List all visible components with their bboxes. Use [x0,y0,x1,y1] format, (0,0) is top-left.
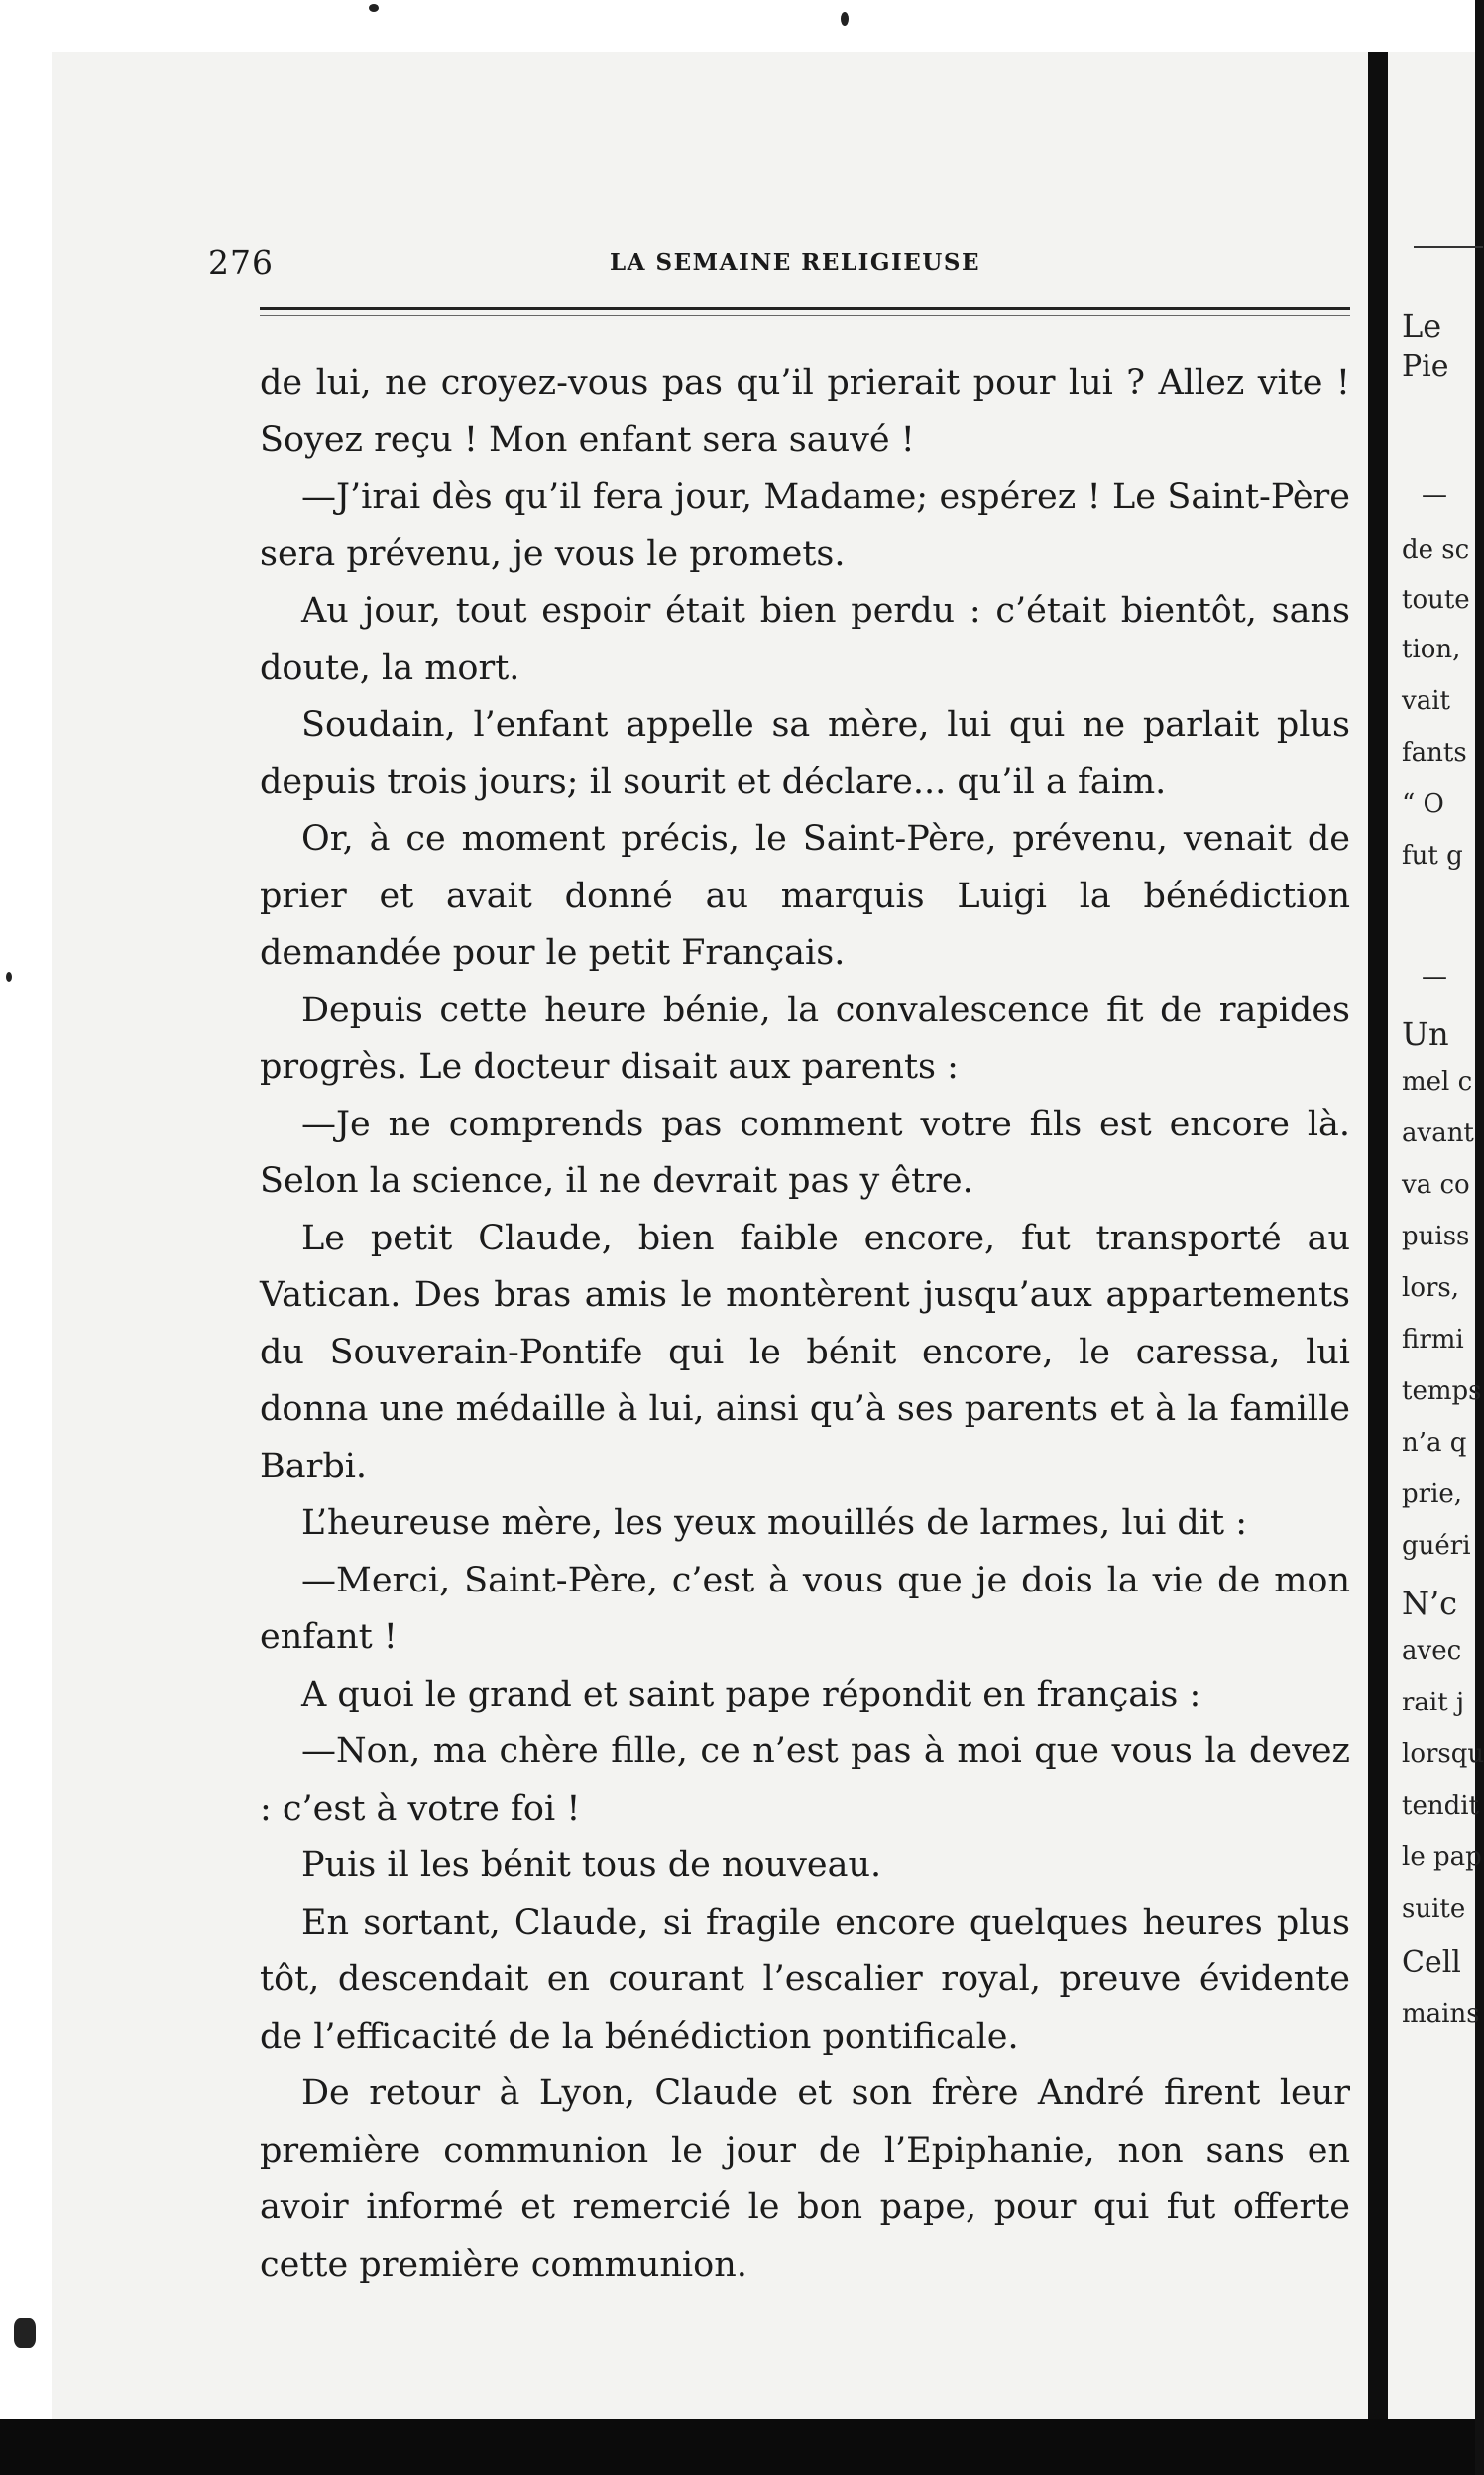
paragraph: de lui, ne croyez-vous pas qu’il prierait pour lui ? Allez vite ! Soyez reçu ! Mon enfant sera sauvé ! [260,363,1350,460]
right-page-line: fut g [1402,841,1463,871]
paragraph: Depuis cette heure bénie, la convalescence fit de rapides progrès. Le docteur disait aux parents : [260,990,1350,1087]
right-page-line: mel c [1402,1067,1473,1097]
paragraph: Au jour, tout espoir était bien perdu : c’était bientôt, sans doute, la mort. [260,591,1350,688]
scan-dust-mark [6,972,12,982]
right-page-line: “ O [1402,789,1444,819]
right-page-edge [1388,52,1484,2419]
paragraph: A quoi le grand et saint pape répondit en français : [301,1674,1201,1714]
right-page-line: puiss [1402,1222,1470,1251]
right-page-line: N’c [1402,1585,1458,1622]
scan-dust-mark [369,4,379,12]
paragraph: En sortant, Claude, si fragile encore quelques heures plus tôt, descendait en courant l’escalier royal, preuve évidente de l’efficacité de la bénédiction pontificale. [260,1902,1350,2057]
paragraph: —J’irai dès qu’il fera jour, Madame; espérez ! Le Saint-Père sera prévenu, je vous le promets. [260,477,1350,574]
right-page-line: vait [1402,686,1450,716]
right-page-line: — [1422,480,1447,510]
scan-dust-mark [841,12,849,26]
right-page-line: prie, [1402,1479,1463,1509]
right-page-line: — [1422,962,1447,992]
scan-border-top [0,0,1475,52]
right-page-line: tion, [1402,635,1461,664]
right-page-line: firmi [1402,1325,1464,1355]
book-gutter [1368,52,1388,2419]
right-page-line: avec [1402,1636,1462,1666]
right-page-line: lorsqu [1402,1739,1484,1769]
scan-border-left [0,0,52,2475]
scan-dust-mark [14,2318,36,2348]
right-page-line: lors, [1402,1273,1460,1303]
right-page-line: rait j [1402,1688,1465,1717]
header-rule-thin [260,315,1350,316]
paragraph: —Je ne comprends pas comment votre fils est encore là. Selon la science, il ne devrait pas y être. [260,1104,1350,1201]
scan-border-bottom [0,2419,1475,2475]
paragraph: —Merci, Saint-Père, c’est à vous que je dois la vie de mon enfant ! [260,1560,1350,1657]
page-number: 276 [208,243,274,282]
right-page-header-rule [1414,246,1483,248]
right-page-line: toute [1402,585,1470,615]
right-page-line: Le [1402,307,1442,345]
right-page-line: mains [1402,1999,1480,2029]
right-page-line: Un [1402,1015,1449,1053]
right-page-line: guéri [1402,1531,1471,1561]
paragraph: Le petit Claude, bien faible encore, fut transporté au Vatican. Des bras amis le montèrent jusqu’aux appartements du Souverain-Pontife qui le bénit encore, le caressa, lui donna une médaille à lui, ainsi qu’à ses parents et à la famille Barbi. [260,1218,1350,1486]
right-page-line: fants [1402,738,1467,767]
right-page-line: suite [1402,1894,1466,1924]
page-header [208,243,1353,283]
paragraph: De retour à Lyon, Claude et son frère André firent leur première communion le jour de l’Epiphanie, non sans en avoir informé et remercié le bon pape, pour qui fut offerte cette première communion. [260,2073,1350,2285]
paragraph: Soudain, l’enfant appelle sa mère, lui qui ne parlait plus depuis trois jours; il sourit et déclare... qu’il a faim. [260,705,1350,802]
right-page-line: avant [1402,1119,1474,1148]
right-page-line: Cell [1402,1945,1461,1980]
running-title: LA SEMAINE RELIGIEUSE [610,249,980,276]
right-page-line: Pie [1402,349,1449,384]
right-page-line: n’a q [1402,1428,1467,1458]
header-rule [260,307,1350,310]
paragraph: Or, à ce moment précis, le Saint-Père, prévenu, venait de prier et avait donné au marquis Luigi la bénédiction demandée pour le petit Français. [260,819,1350,973]
right-page-line: tendit [1402,1791,1479,1821]
paragraph: —Non, ma chère fille, ce n’est pas à moi que vous la devez : c’est à votre foi ! [260,1731,1350,1828]
paragraph: Puis il les bénit tous de nouveau. [301,1845,882,1885]
right-page-line: va co [1402,1170,1470,1200]
right-page-line: de sc [1402,535,1470,565]
body-text [260,355,1350,2294]
paragraph: L’heureuse mère, les yeux mouillés de larmes, lui dit : [301,1503,1248,1543]
right-page-line: le pap [1402,1842,1482,1872]
right-page-line: temps [1402,1376,1482,1406]
